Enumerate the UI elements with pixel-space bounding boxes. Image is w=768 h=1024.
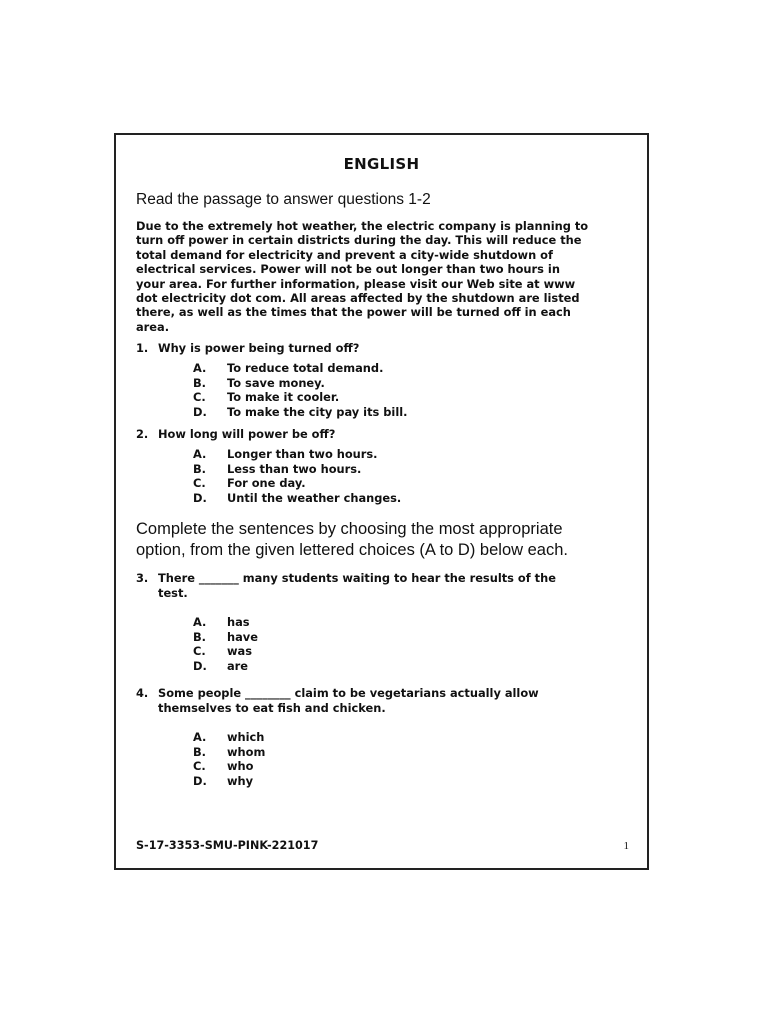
- question-text: How long will power be off?: [158, 427, 336, 441]
- option-d: D. Until the weather changes.: [193, 490, 402, 505]
- option-b: B. Less than two hours.: [193, 461, 362, 476]
- option-a: A. has: [193, 615, 250, 629]
- option-c: C. For one day.: [193, 476, 306, 490]
- reading-passage: [136, 219, 636, 334]
- option-d: D. To make the city pay its bill.: [193, 404, 408, 419]
- section-heading-reading: Read the passage to answer questions 1-2: [136, 191, 431, 208]
- option-a: A. Longer than two hours.: [193, 447, 378, 461]
- question-3: 3. There _______ many students waiting to hear the results of the test.: [136, 571, 556, 600]
- question-4: 4. Some people ________ claim to be vegetarians actually allow themselves to eat fish and chicken.: [136, 686, 539, 715]
- question-1: [136, 341, 359, 356]
- option-b: B. have: [193, 629, 258, 644]
- question-text: Why is power being turned off?: [158, 341, 360, 355]
- passage-line: your area. For further information, please visit our Web site at www: [136, 276, 576, 291]
- option-c: C. was: [193, 644, 252, 658]
- question-2: [136, 427, 335, 442]
- option-a: A. To reduce total demand.: [193, 361, 384, 375]
- option-d: D. why: [193, 773, 254, 788]
- question-4-options: [193, 730, 265, 788]
- question-number: 3.: [136, 571, 149, 585]
- page-title: ENGLISH: [343, 155, 420, 173]
- option-c: C. To make it cooler.: [193, 390, 340, 404]
- page-number: 1: [623, 840, 629, 852]
- question-number: 1.: [136, 341, 149, 355]
- passage-line: Due to the extremely hot weather, the electric company is planning to: [136, 219, 589, 233]
- passage-line: dot electricity dot com. All areas affected by the shutdown are listed: [136, 291, 580, 306]
- question-1-options: [193, 361, 407, 419]
- passage-line: turn off power in certain districts during the day. This will reduce the: [136, 233, 582, 248]
- option-b: B. To save money.: [193, 375, 325, 390]
- question-number: 2.: [136, 427, 149, 441]
- passage-line: electrical services. Power will not be out longer than two hours in: [136, 262, 560, 277]
- question-text: Some people ________ claim to be vegetarians actually allow: [158, 686, 539, 700]
- question-2-options: [193, 447, 401, 505]
- passage-line: there, as well as the times that the power will be turned off in each: [136, 305, 571, 320]
- section-heading-completion: Complete the sentences by choosing the most appropriate option, from the given lettered choices (A to D) below each.: [136, 520, 568, 559]
- option-a: A. which: [193, 730, 265, 744]
- option-b: B. whom: [193, 744, 266, 759]
- passage-line: total demand for electricity and prevent a city-wide shutdown of: [136, 247, 553, 262]
- question-3-options: [193, 615, 258, 673]
- question-number: 4.: [136, 686, 149, 700]
- option-c: C. who: [193, 759, 254, 773]
- option-d: D. are: [193, 658, 249, 673]
- passage-line: area.: [136, 319, 170, 334]
- exam-page: [114, 133, 649, 870]
- question-text: There _______ many students waiting to hear the results of the: [158, 571, 556, 585]
- document-code: S-17-3353-SMU-PINK-221017: [136, 839, 319, 852]
